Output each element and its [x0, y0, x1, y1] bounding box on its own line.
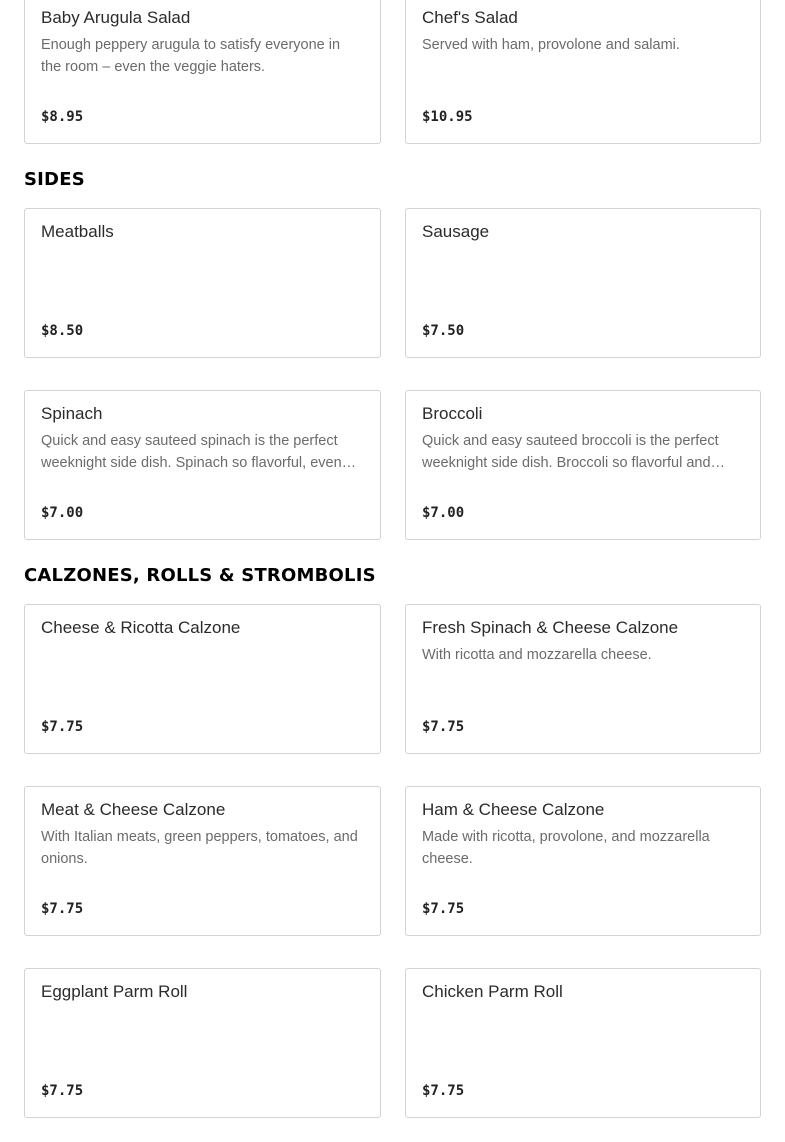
item-description: With Italian meats, green peppers, tomatoes, and onions. [41, 829, 358, 867]
menu-item-card[interactable] [24, 208, 381, 358]
menu-item-card[interactable] [24, 604, 381, 754]
item-description: Served with ham, provolone and salami. [422, 37, 680, 53]
item-price: $7.50 [422, 323, 465, 339]
item-name: Broccoli [422, 404, 483, 423]
item-description: Quick and easy sauteed broccoli is the perfect weeknight side dish. Broccoli so flavorful and… [422, 433, 726, 471]
section-title-calzones: CALZONES, ROLLS & STROMBOLIS [24, 565, 376, 586]
menu-item-card[interactable] [405, 604, 761, 754]
item-name: Meatballs [41, 222, 114, 241]
item-price: $8.95 [41, 109, 84, 125]
item-name: Chicken Parm Roll [422, 982, 563, 1001]
menu-item-card[interactable] [405, 786, 761, 936]
item-price: $7.75 [422, 901, 465, 917]
item-price: $7.75 [41, 1083, 84, 1099]
menu-item-card[interactable] [24, 786, 381, 936]
menu-item-card[interactable] [405, 968, 761, 1118]
item-name: Cheese & Ricotta Calzone [41, 618, 241, 637]
item-name: Baby Arugula Salad [41, 8, 191, 27]
menu-item-card[interactable] [405, 390, 761, 540]
menu-item-card[interactable] [24, 968, 381, 1118]
section-title-sides: SIDES [24, 169, 85, 190]
item-price: $7.75 [422, 719, 465, 735]
menu-item-card[interactable] [24, 0, 381, 144]
item-name: Spinach [41, 404, 103, 423]
item-description: Enough peppery arugula to satisfy everyone in the room – even the veggie haters. [41, 37, 341, 75]
item-price: $7.00 [41, 505, 84, 521]
item-name: Ham & Cheese Calzone [422, 800, 605, 819]
item-description: With ricotta and mozzarella cheese. [422, 647, 652, 663]
item-price: $7.00 [422, 505, 465, 521]
item-price: $7.75 [41, 901, 84, 917]
item-price: $10.95 [422, 109, 473, 125]
item-price: $8.50 [41, 323, 84, 339]
item-name: Chef's Salad [422, 8, 518, 27]
menu-item-card[interactable] [24, 390, 381, 540]
item-description: Quick and easy sauteed spinach is the perfect weeknight side dish. Spinach so flavorful, even… [41, 433, 357, 471]
item-name: Meat & Cheese Calzone [41, 800, 226, 819]
item-price: $7.75 [41, 719, 84, 735]
item-name: Sausage [422, 222, 490, 241]
item-name: Eggplant Parm Roll [41, 982, 188, 1001]
item-price: $7.75 [422, 1083, 465, 1099]
menu-item-card[interactable] [405, 0, 761, 144]
menu-item-card[interactable] [405, 208, 761, 358]
item-name: Fresh Spinach & Cheese Calzone [422, 618, 679, 637]
item-description: Made with ricotta, provolone, and mozzarella cheese. [422, 829, 710, 867]
